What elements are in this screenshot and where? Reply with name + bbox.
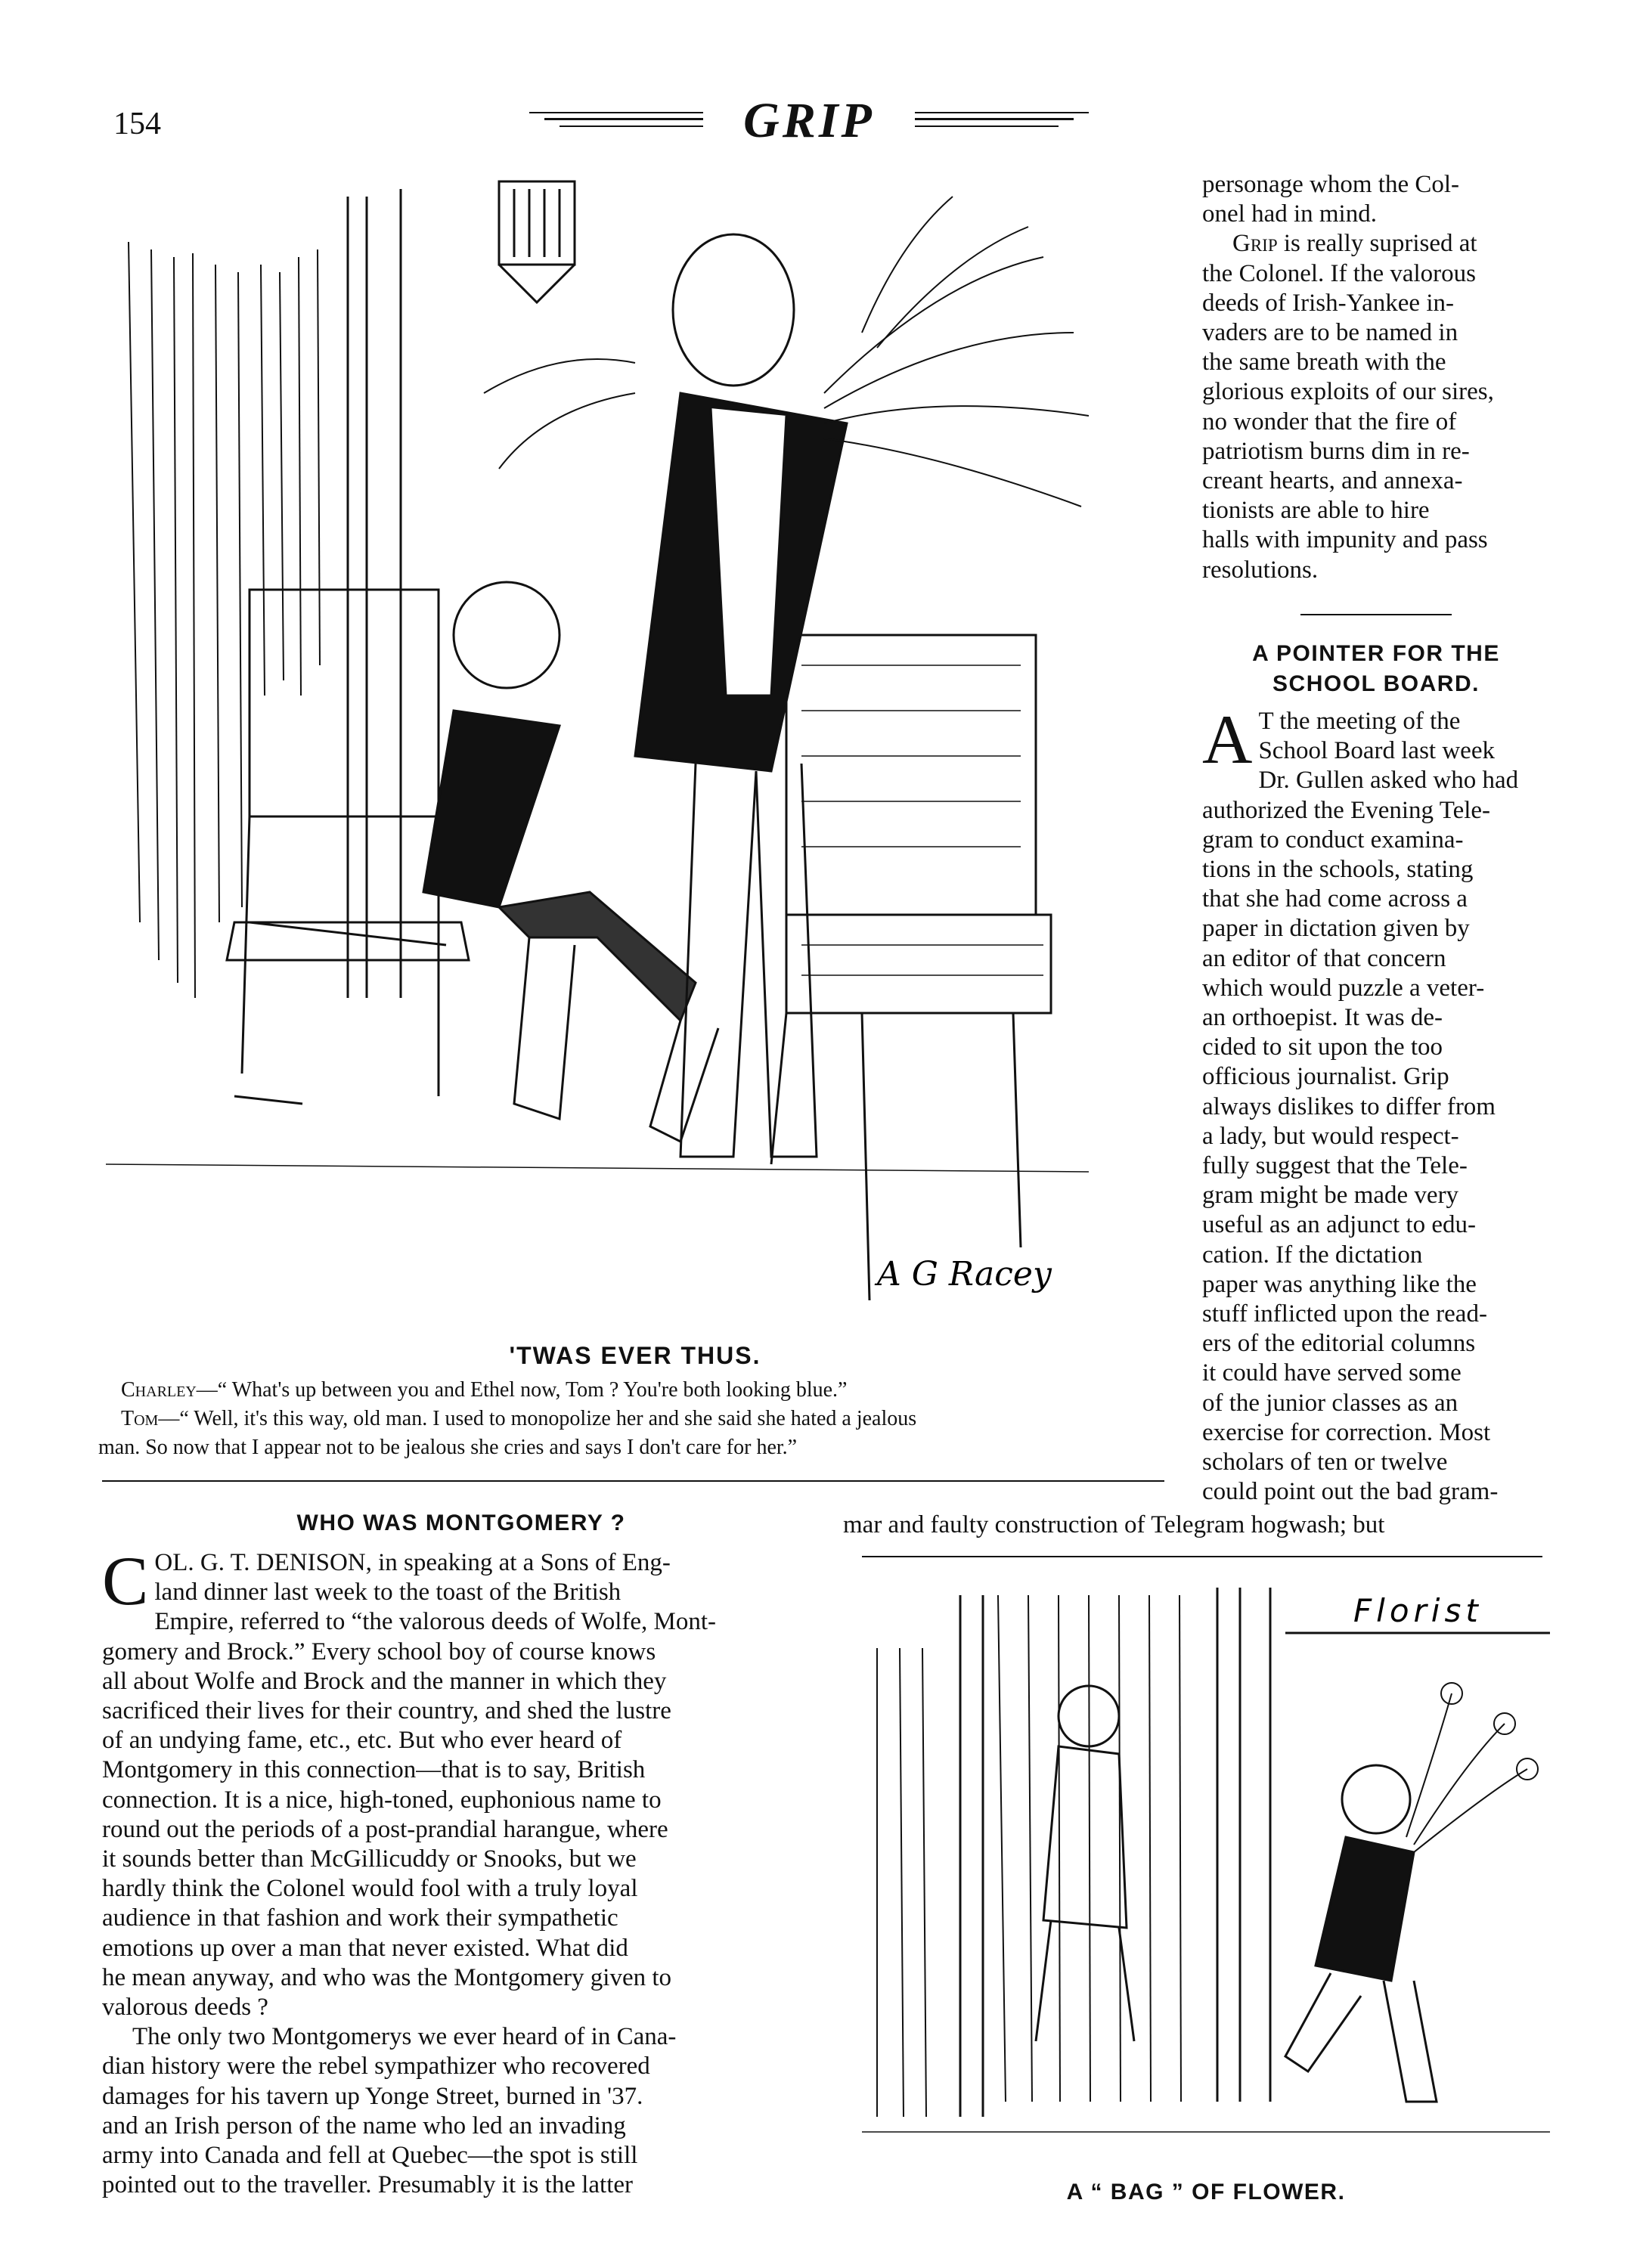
text-line: round out the periods of a post-prandial harangue, where: [102, 1815, 668, 1843]
text-line: creant hearts, and annexa-: [1202, 467, 1463, 495]
text-line: authorized the Evening Tele-: [1202, 796, 1491, 824]
text-line: could point out the bad gram-: [1202, 1478, 1499, 1506]
masthead-rule-left-3: [560, 125, 703, 127]
text-line: dian history were the rebel sympathizer who recovered: [102, 2053, 650, 2081]
text-line: Montgomery in this connection—that is to say, British: [102, 1756, 646, 1784]
text-line: pointed out to the traveller. Presumably it is the latter: [102, 2171, 634, 2199]
text-line: is really suprised at: [1277, 230, 1477, 258]
text-line: hardly think the Colonel would fool with a truly loyal: [102, 1875, 638, 1903]
text-line: fully suggest that the Tele-: [1202, 1152, 1468, 1180]
page-number: 154: [113, 107, 161, 141]
grip-name: Grip: [1232, 230, 1278, 258]
masthead-rule-right-2: [915, 118, 1074, 120]
text-line: Empire, referred to “the valorous deeds of Wolfe, Mont-: [154, 1608, 717, 1636]
text-line: resolutions.: [1202, 556, 1319, 584]
text-line: damages for his tavern up Yonge Street, burned in '37.: [102, 2082, 643, 2110]
text-line: cation. If the dictation: [1202, 1241, 1423, 1269]
pointer-heading-line-1: A POINTER FOR THE: [1252, 641, 1500, 666]
text-line: paper in dictation given by: [1202, 915, 1470, 943]
text-line: deeds of Irish-Yankee in-: [1202, 289, 1454, 317]
text-line: which would puzzle a veter-: [1202, 974, 1485, 1002]
text-line: the Colonel. If the valorous: [1202, 259, 1477, 287]
text-line: of the junior classes as an: [1202, 1389, 1458, 1417]
dropcap-c: C: [102, 1542, 149, 1619]
dropcap-a: A: [1202, 701, 1253, 778]
text-line: emotions up over a man that never existed. What did: [102, 1934, 628, 1962]
text-line: exercise for correction. Most: [1202, 1418, 1491, 1446]
text-line: it sounds better than McGillicuddy or Snooks, but we: [102, 1845, 637, 1873]
masthead-rule-right: [915, 112, 1089, 113]
masthead-title: GRIP: [743, 93, 875, 148]
text-line: glorious exploits of our sires,: [1202, 378, 1494, 406]
paragraph-grip: [1202, 229, 1550, 259]
text-line: ers of the editorial columns: [1202, 1330, 1476, 1358]
text-line: that she had come across a: [1202, 885, 1468, 913]
text-line: audience in that fashion and work their sympathetic: [102, 1904, 618, 1932]
text-line: The only two Montgomerys we ever heard of in Cana-: [132, 2023, 677, 2051]
masthead-rule-right-3: [915, 125, 1059, 127]
text-line: a lady, but would respect-: [1202, 1122, 1459, 1150]
caption-line-charley: [121, 1376, 1164, 1405]
text-line: OL. G. T. DENISON, in speaking at a Sons of Eng-: [154, 1549, 671, 1576]
text-line: of an undying fame, etc., etc. But who ever heard of: [102, 1727, 622, 1755]
text-line: an editor of that concern: [1202, 944, 1446, 972]
cartoon-illustration-top: [106, 166, 1164, 1323]
text-line: the same breath with the: [1202, 349, 1446, 376]
text-line: officious journalist. Grip: [1202, 1063, 1449, 1091]
pointer-article-body: [1202, 701, 1550, 1507]
text-line: and an Irish person of the name who led an invading: [102, 2112, 626, 2139]
montgomery-article-body: [102, 1542, 817, 2200]
masthead-rule-left: [529, 112, 703, 113]
text-line: gomery and Brock.” Every school boy of course knows: [102, 1637, 656, 1665]
caption-tom-text: —“ Well, it's this way, old man. I used to monopolize her and she said she hated a jealous: [158, 1407, 917, 1430]
text-line: valorous deeds ?: [102, 1994, 268, 2022]
cartoon-title: 'TWAS EVER THUS.: [509, 1342, 761, 1369]
text-line: stuff inflicted upon the read-: [1202, 1300, 1487, 1328]
text-line: sacrificed their lives for their country, and shed the lustre: [102, 1697, 671, 1725]
text-line: an orthoepist. It was de-: [1202, 1004, 1443, 1032]
text-line: scholars of ten or twelve: [1202, 1448, 1448, 1476]
text-line: personage whom the Col-: [1202, 171, 1460, 198]
divider-caption: [102, 1480, 1164, 1482]
divider-bottom-right: [862, 1556, 1542, 1557]
caption-line-tom: [121, 1405, 1164, 1433]
text-line: always dislikes to differ from: [1202, 1092, 1496, 1120]
pointer-heading: [1202, 639, 1550, 699]
text-line: onel had in mind.: [1202, 200, 1377, 228]
text-line: School Board last week: [1258, 737, 1495, 765]
text-line: Dr. Gullen asked who had: [1258, 767, 1519, 795]
artist-signature: A G Racey: [877, 1255, 1052, 1294]
text-line: vaders are to be named in: [1202, 319, 1458, 347]
text-line: he mean anyway, and who was the Montgomery given to: [102, 1963, 672, 1991]
pointer-heading-line-2: SCHOOL BOARD.: [1272, 671, 1480, 696]
text-line: gram might be made very: [1202, 1182, 1459, 1210]
pointer-article-continuation: mar and faulty construction of Telegram hogwash; but: [843, 1511, 1385, 1538]
text-line: connection. It is a nice, high-toned, euphonious name to: [102, 1786, 662, 1814]
text-line: T the meeting of the: [1258, 708, 1461, 735]
text-line: all about Wolfe and Brock and the manner in which they: [102, 1667, 667, 1695]
cartoon-illustration-bottom: [862, 1572, 1550, 2170]
masthead-rule-left-2: [544, 118, 703, 120]
text-line: cided to sit upon the too: [1202, 1033, 1443, 1061]
divider-right: [1300, 614, 1452, 615]
text-line: no wonder that the fire of: [1202, 407, 1457, 435]
text-line: land dinner last week to the toast of the British: [154, 1579, 622, 1606]
florist-sign: Florist: [1353, 1592, 1483, 1629]
caption-charley-text: —“ What's up between you and Ethel now, Tom ? You're both looking blue.”: [196, 1378, 848, 1402]
caption-tom-text-cont: man. So now that I appear not to be jealous she cries and says I don't care for her.”: [98, 1436, 798, 1459]
text-line: patriotism burns dim in re-: [1202, 437, 1470, 465]
text-line: it could have served some: [1202, 1359, 1462, 1387]
montgomery-heading: WHO WAS MONTGOMERY ?: [296, 1510, 626, 1535]
bottom-cartoon-caption: A “ BAG ” OF FLOWER.: [1066, 2180, 1346, 2204]
text-line: useful as an adjunct to edu-: [1202, 1211, 1476, 1239]
masthead: [529, 89, 1089, 150]
text-line: gram to conduct examina-: [1202, 826, 1464, 854]
text-line: paper was anything like the: [1202, 1270, 1477, 1298]
text-line: tions in the schools, stating: [1202, 856, 1474, 884]
speaker-charley: Charley: [121, 1378, 197, 1402]
text-line: halls with impunity and pass: [1202, 526, 1488, 554]
text-line: army into Canada and fell at Quebec—the spot is still: [102, 2142, 638, 2170]
text-line: tionists are able to hire: [1202, 497, 1430, 525]
speaker-tom: Tom: [121, 1407, 159, 1430]
right-column-top: [1202, 170, 1550, 585]
